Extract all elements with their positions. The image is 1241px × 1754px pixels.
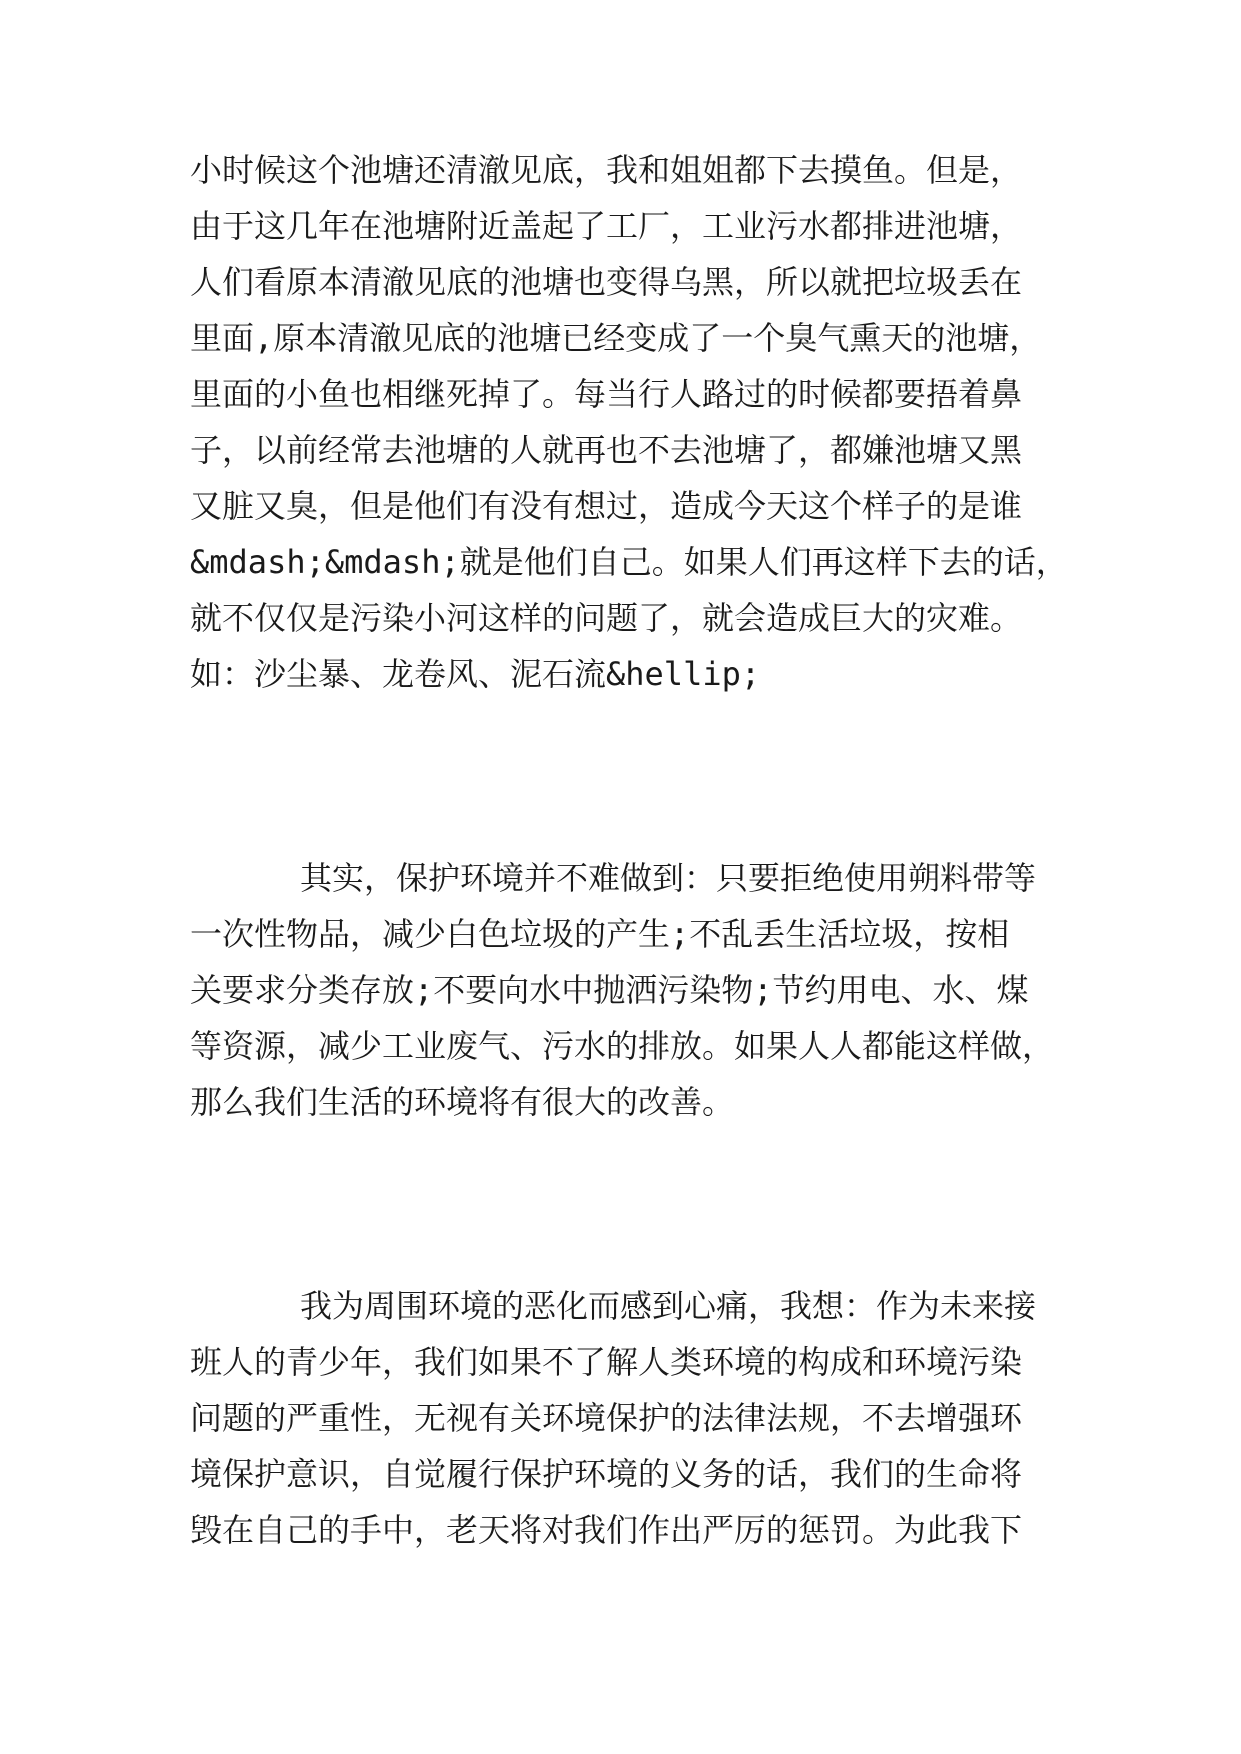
- text-line: 我为周围环境的恶化而感到心痛，我想：作为未来接: [300, 1287, 1037, 1325]
- text-line: 子，以前经常去池塘的人就再也不去池塘了，都嫌池塘又黑: [190, 431, 1023, 469]
- text-line: 关要求分类存放;不要向水中抛洒污染物;节约用电、水、煤: [190, 971, 1029, 1009]
- text-line: 就不仅仅是污染小河这样的问题了，就会造成巨大的灾难。: [190, 599, 1023, 637]
- text-line: 毁在自己的手中，老天将对我们作出严厉的惩罚。为此我下: [190, 1511, 1023, 1549]
- text-line: 一次性物品，减少白色垃圾的产生;不乱丢生活垃圾，按相: [190, 915, 1010, 953]
- text-line: 里面,原本清澈见底的池塘已经变成了一个臭气熏天的池塘，: [190, 319, 1042, 357]
- text-line: 问题的严重性，无视有关环境保护的法律法规，不去增强环: [190, 1399, 1023, 1437]
- text-line: &mdash;&mdash;就是他们自己。如果人们再这样下去的话，: [190, 543, 1068, 581]
- text-line: 班人的青少年，我们如果不了解人类环境的构成和环境污染: [190, 1343, 1023, 1381]
- text-line: 其实，保护环境并不难做到：只要拒绝使用朔料带等: [300, 859, 1037, 897]
- text-line: 那么我们生活的环境将有很大的改善。: [190, 1083, 735, 1121]
- text-line: 里面的小鱼也相继死掉了。每当行人路过的时候都要捂着鼻: [190, 375, 1023, 413]
- text-line: 人们看原本清澈见底的池塘也变得乌黑，所以就把垃圾丢在: [190, 263, 1023, 301]
- text-line: 小时候这个池塘还清澈见底，我和姐姐都下去摸鱼。但是，: [190, 151, 1023, 189]
- text-line: 境保护意识，自觉履行保护环境的义务的话，我们的生命将: [190, 1455, 1023, 1493]
- text-line: 等资源，减少工业废气、污水的排放。如果人人都能这样做，: [190, 1027, 1055, 1065]
- text-line: 又脏又臭，但是他们有没有想过，造成今天这个样子的是谁: [190, 487, 1023, 525]
- text-line: 由于这几年在池塘附近盖起了工厂，工业污水都排进池塘，: [190, 207, 1023, 245]
- text-line: 如：沙尘暴、龙卷风、泥石流&hellip;: [190, 655, 761, 693]
